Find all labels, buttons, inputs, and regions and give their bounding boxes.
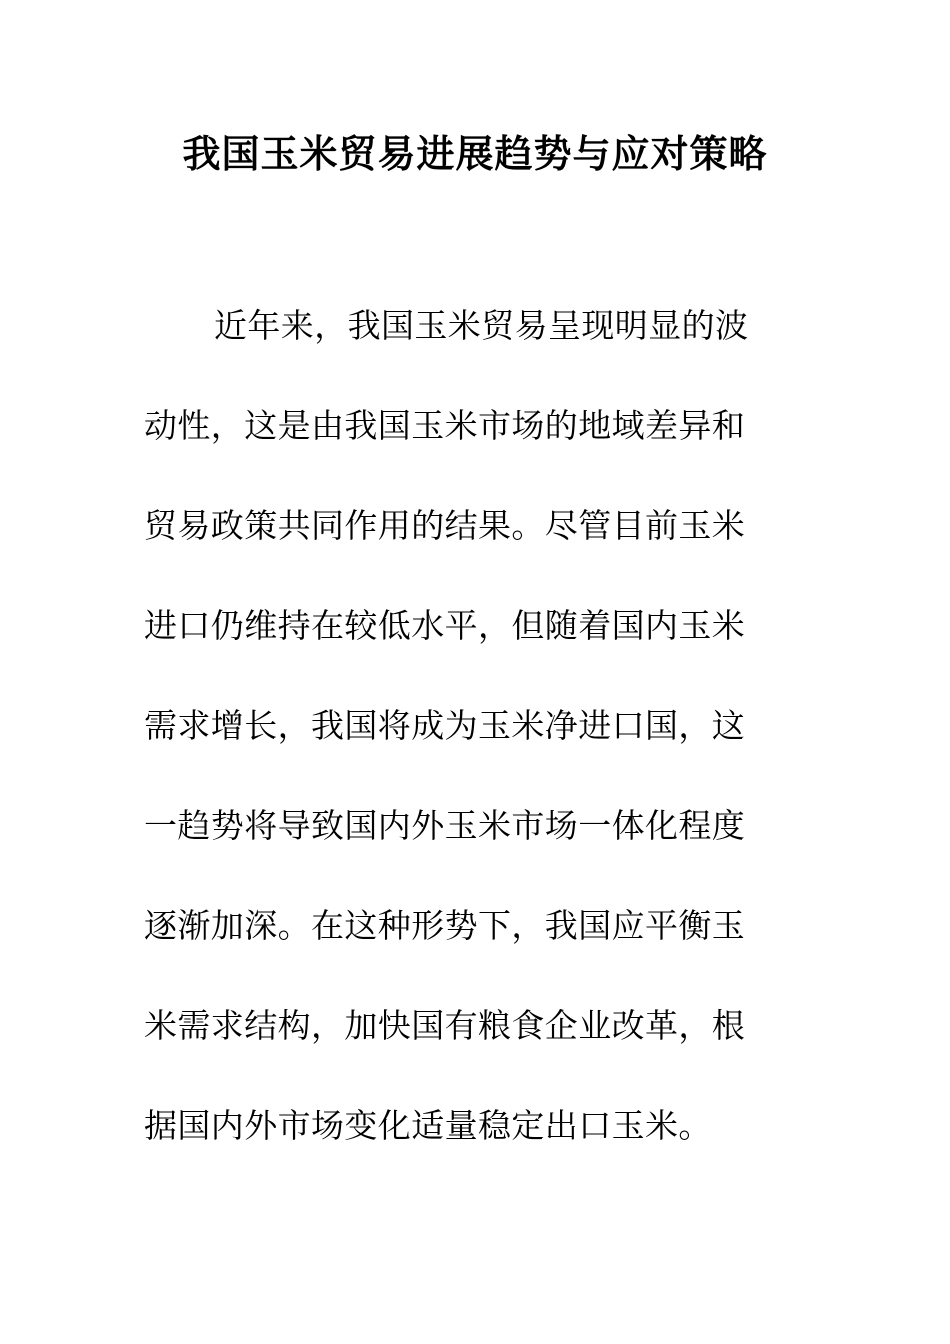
paragraph-line: 需求增长，我国将成为玉米净进口国，这	[144, 706, 746, 745]
document-title: 我国玉米贸易进展趋势与应对策略	[182, 131, 768, 176]
paragraph-line: 动性，这是由我国玉米市场的地域差异和	[144, 406, 746, 445]
paragraph-line: 米需求结构，加快国有粮食企业改革，根	[144, 1006, 746, 1045]
paragraph-line: 逐渐加深。在这种形势下，我国应平衡玉	[144, 906, 746, 945]
paragraph-line: 进口仍维持在较低水平，但随着国内玉米	[144, 606, 746, 645]
paragraph-line: 一趋势将导致国内外玉米市场一体化程度	[144, 806, 746, 845]
document-paragraph	[144, 300, 784, 1200]
paragraph-line: 贸易政策共同作用的结果。尽管目前玉米	[144, 506, 746, 545]
paragraph-line: 近年来，我国玉米贸易呈现明显的波	[214, 306, 749, 345]
paragraph-line: 据国内外市场变化适量稳定出口玉米。	[144, 1106, 712, 1145]
